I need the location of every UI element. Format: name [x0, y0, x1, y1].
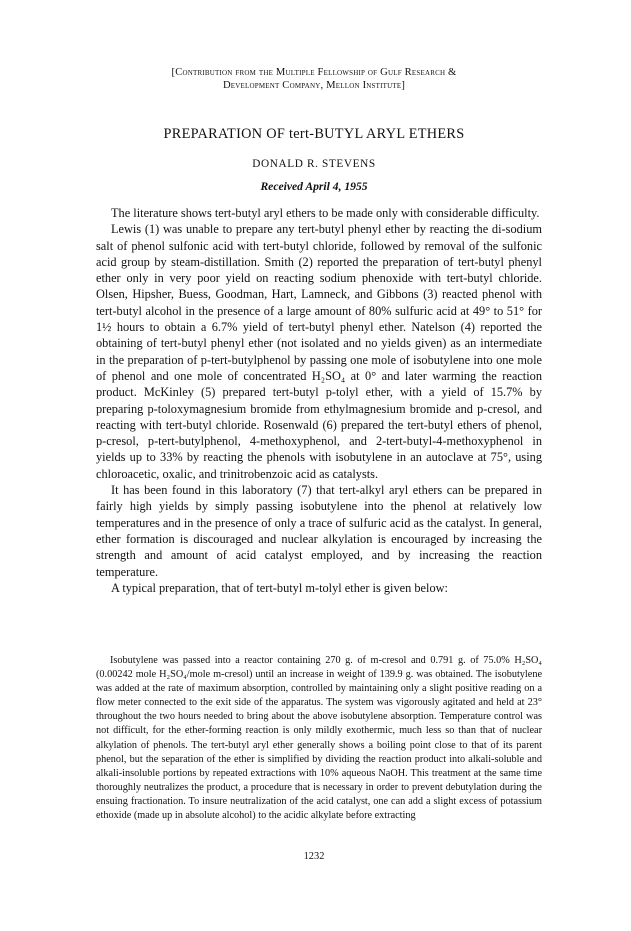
body-paragraph: A typical preparation, that of tert-butyl m-tolyl ether is given below: [111, 580, 448, 595]
body-paragraph: It has been found in this laboratory (7) that tert-alkyl aryl ethers can be prepared in fairly high yields by simply passing isobutylene into the phenol at relatively low temperatures and in the presence of only a trace of sulfuric acid as the catalyst. In general, ether formation is discouraged and nuclear alkylation is encouraged by increasing the strength and amount of acid catalyst employed, and by increasing the reaction temperature. [96, 483, 542, 579]
received-date: Received April 4, 1955 [260, 180, 368, 193]
contribution-line-2: Development Company, Mellon Institute] [222, 80, 406, 91]
article-title: PREPARATION OF tert-BUTYL ARYL ETHERS [163, 126, 465, 142]
page-number: 1232 [303, 851, 325, 862]
experimental-paragraph: Isobutylene was passed into a reactor containing 270 g. of m-cresol and 0.791 g. of 75.0% H₂SO₄ (0.00242 mole H₂SO₄/mole m-cresol) until an increase in weight of 139.9 g. was obtained. The isobutylene was added at the rate of maximum absorption, controlled by maintaining only a slight positive reading on a flow meter connected to the exit side of the apparatus. The system was vigorously agitated and held at 23° throughout the two hours needed to bring about the above isobutylene absorption. Temperature control was not difficult, for the ether-forming reaction is only mildly exothermic, much less so than that of nuclear alkylation of phenols. The tert-butyl aryl ether generally shows a boiling point close to that of its parent phenol, but the separation of the ether is simplified by dividing the reaction product into alkali-soluble and alkali-insoluble portions by repeated extractions with 10% aqueous NaOH. This treatment at the same time thoroughly neutralizes the product, a procedure that is necessary in order to prevent debutylation during the ensuing fractionation. To insure neutralization of the acid catalyst, one can add a slight excess of potassium ethoxide (made up in absolute alcohol) to the acidic alkylate before extracting [96, 655, 542, 822]
article-body [96, 205, 542, 596]
author-name: DONALD R. STEVENS [252, 158, 376, 170]
body-paragraph: The literature shows tert-butyl aryl ethers to be made only with considerable difficulty. [111, 206, 540, 220]
contribution-note [80, 66, 548, 92]
experimental-section [96, 654, 542, 823]
body-paragraph: Lewis (1) was unable to prepare any tert-butyl phenyl ether by reacting the di-sodium salt of phenol sulfonic acid with tert-butyl chloride, followed by removal of the sulfonic acid group by steam-distillation. Smith (2) reported the preparation of tert-butyl phenyl ether only in very poor yield on reacting sodium phenoxide with tert-butyl chloride. Olsen, Hipsher, Buess, Goodman, Hart, Lamneck, and Gibbons (3) reacted phenol with tert-butyl alcohol in the presence of a large amount of 80% sulfuric acid at 49° to 51° for 1½ hours to obtain a 6.7% yield of tert-butyl phenyl ether. Natelson (4) reported the obtaining of tert-butyl phenyl ether (not isolated and no yields given) as an intermediate in the preparation of p-tert-butylphenol by passing one mole of isobutylene into one mole of phenol and one mole of concentrated H₂SO₄ at 0° and later warming the reaction product. McKinley (5) prepared tert-butyl p-tolyl ether, with a yield of 15.7% by preparing p-toloxymagnesium bromide from ethylmagnesium bromide and p-cresol, and reacting with tert-butyl chloride. Rosenwald (6) prepared the tert-butyl ethers of phenol, p-cresol, p-tert-butylphenol, 4-methoxyphenol, and 2-tert-butyl-4-methoxyphenol in yields up to 33% by reacting the phenols with isobutylene in an autoclave at 75°, using chloroacetic, oxalic, and trinitrobenzoic acid as catalysts. [96, 222, 542, 481]
contribution-line-1: [Contribution from the Multiple Fellowship of Gulf Research & [171, 67, 457, 78]
